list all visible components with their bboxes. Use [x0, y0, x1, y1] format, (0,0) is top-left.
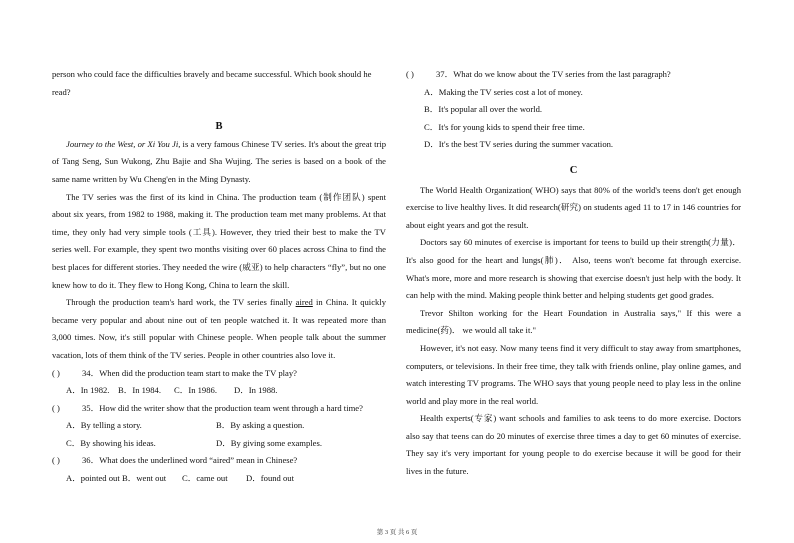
- right-column: [406, 66, 741, 481]
- option-35-a: A．By telling a story.: [66, 420, 142, 431]
- option-34-b: B．In 1984.: [118, 385, 161, 396]
- question-36-options: [52, 470, 386, 488]
- intro-line-2: read?: [52, 86, 71, 97]
- option-36-a: A．pointed out: [66, 473, 120, 484]
- underlined-word-aired: aired: [295, 297, 313, 308]
- passage-c-paragraph-3: Trevor Shilton working for the Heart Foundation in Australia says," If this were a medicine(药)． we would all take it.": [406, 307, 741, 336]
- passage-c-paragraph-4: However, it's not easy. Now many teens find it very difficult to stay away from smartphones, computers, or televisions. In their free time, they talk with friends online, play online games, and watch interesting TV programs. The WHO says that young people need to play less in the online world and play more in the real world.: [406, 342, 741, 406]
- option-36-b: B．went out: [122, 473, 167, 484]
- page-footer: 第 3 页 共 6 页: [376, 529, 418, 536]
- question-36: [52, 452, 386, 470]
- intro-line-1: person who could face the difficulties bravely and became successful. Which book should he: [52, 69, 372, 79]
- section-b-heading: B: [215, 121, 223, 133]
- left-column: [52, 66, 386, 488]
- passage-c-paragraph-2: Doctors say 60 minutes of exercise is important for teens to build up their strength(力量)． It's also good for the heart and lungs(肺)． Also, teens won't become fat through exercise. What's more, more and more research is showing that exercise doesn't just help with the body. It can help with the mind. Making people think better and helping students get good grades.: [406, 237, 741, 301]
- option-36-c: C．came out: [182, 473, 228, 484]
- passage-c-paragraph-5: Health experts(专家) want schools and families to ask teens to do more exercise. Doctors also say that teens can do 20 minutes of exercise three times a day to get 60 minutes of exercise. They say it's very important for young people to do exercise because it will be good for their lives in the future.: [406, 413, 741, 477]
- question-37-options: [406, 84, 741, 154]
- question-34: [52, 365, 386, 383]
- passage-b-paragraph-3: [52, 294, 386, 364]
- answer-blank-37[interactable]: ( ): [406, 69, 414, 79]
- question-34-text: 34．When did the production team start to make the TV play?: [82, 367, 297, 378]
- question-35-options: [52, 417, 386, 452]
- passage-b-paragraph-3-start: Through the production team's hard work, the TV series finally: [66, 297, 296, 308]
- question-34-options: [52, 382, 386, 400]
- question-35-text: 35．How did the writer show that the production team went through a hard time?: [82, 402, 363, 413]
- option-34-d: D．In 1988.: [234, 385, 278, 396]
- answer-blank-34[interactable]: ( ): [52, 367, 60, 378]
- option-37-b: B．It's popular all over the world.: [424, 104, 543, 115]
- book-title: Journey to the West, or Xi You Ji: [66, 138, 179, 149]
- passage-b-paragraph-1-text: , is a very famous Chinese TV series. It's about the great trip of Tang Seng, Sun Wukong, Zhu Bajie and Sha Wujing. The series is based on a book of the same name written by Wu Cheng'en in the Ming Dynasty.: [52, 138, 387, 184]
- option-35-c: C．By showing his ideas.: [66, 437, 156, 448]
- answer-blank-36[interactable]: ( ): [52, 455, 60, 466]
- question-35: [52, 400, 386, 418]
- passage-c-paragraph-1: The World Health Organization( WHO) says that 80% of the world's teens don't get enough exercise to live healthy lives. It did research(研究) on students aged 11 to 17 in 146 countries for about eight years and got the result.: [406, 184, 741, 230]
- option-34-a: A．In 1982.: [66, 385, 110, 396]
- option-37-d: D．It's the best TV series during the summer vacation.: [424, 139, 614, 150]
- question-37-text: 37．What do we know about the TV series from the last paragraph?: [436, 69, 671, 79]
- question-37: [406, 66, 741, 84]
- passage-b-paragraph-3-end: in China. It quickly became very popular and about nine out of ten people watched it. It was repeated more than 3,000 times. Now, it's still popular with Chinese people. When people talk about the summer vacation, lots of them think of the TV series. People in other countries also love it.: [52, 297, 386, 360]
- answer-blank-35[interactable]: ( ): [52, 402, 60, 413]
- section-c-heading: C: [569, 164, 578, 176]
- option-34-c: C．In 1986.: [174, 385, 217, 396]
- option-35-b: B．By asking a question.: [216, 420, 305, 431]
- option-37-c: C．It's for young kids to spend their free time.: [424, 121, 585, 132]
- passage-b-paragraph-1: [52, 136, 386, 189]
- option-35-d: D．By giving some examples.: [216, 437, 322, 448]
- option-37-a: A．Making the TV series cost a lot of money.: [424, 86, 583, 97]
- option-36-d: D．found out: [246, 473, 294, 484]
- question-36-text: 36．What does the underlined word “aired” mean in Chinese?: [82, 455, 298, 466]
- passage-b-paragraph-2: The TV series was the first of its kind in China. The production team (制作团队) spent about six years, from 1982 to 1988, making it. The production team met many problems. At that time, they only had very simple tools (工具). However, they tried their best to make the TV series well. For example, they spent two months visiting over 60 places across China to find the best places for different stories. They needed the wire (威亚) to help characters “fly”, but no one knew how to do it. They flew to Hong Kong, China to learn the skill.: [52, 191, 386, 290]
